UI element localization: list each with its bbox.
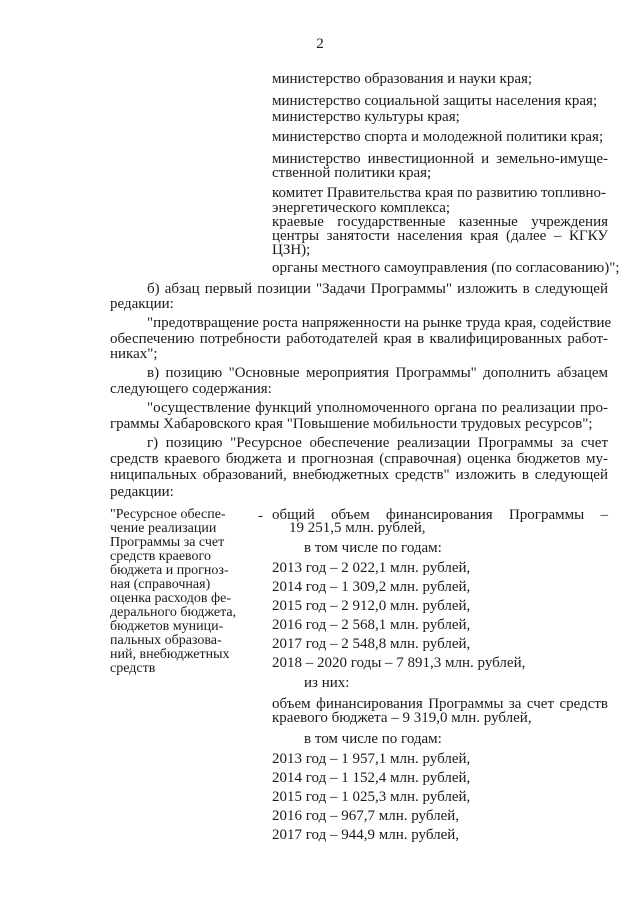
executor-line: ственной политики края; [272, 165, 432, 181]
page-number: 2 [316, 36, 324, 52]
paragraph-b-line: б) абзац первый позиции "Задачи Программы" изложить в следующей [147, 281, 608, 297]
table-left-line: чение реализации [110, 521, 217, 536]
total-year-line: 2018 – 2020 годы – 7 891,3 млн. рублей, [272, 655, 526, 671]
total-financing-line: 19 251,5 млн. рублей, [289, 520, 426, 536]
executor-line: министерство спорта и молодежной политики края; [272, 129, 604, 145]
by-years-label: в том числе по годам: [304, 731, 442, 747]
paragraph-v-line: следующего содержания: [110, 381, 272, 397]
quote-v-line: граммы Хабаровского края "Повышение мобильности трудовых ресурсов"; [110, 416, 593, 432]
quote-b-line: никах"; [110, 346, 158, 362]
table-left-line: пальных образова- [110, 633, 222, 648]
paragraph-g-line: средств краевого бюджета и прогнозная (справочная) оценка бюджетов му- [110, 451, 608, 467]
total-financing-line: общий объем финансирования Программы – [272, 507, 608, 523]
paragraph-g-line: г) позицию "Ресурсное обеспечение реализации Программы за счет [147, 435, 608, 451]
executor-line: министерство образования и науки края; [272, 71, 533, 87]
table-left-line: Программы за счет [110, 535, 225, 550]
table-left-line: оценка расходов фе- [110, 591, 231, 606]
executor-line: министерство инвестиционной и земельно-имуще- [272, 151, 608, 167]
regional-year-line: 2016 год – 967,7 млн. рублей, [272, 808, 460, 824]
table-left-line: средств [110, 661, 156, 676]
executor-line: ЦЗН); [272, 242, 311, 258]
executor-line: органы местного самоуправления (по согласованию)"; [272, 260, 620, 276]
quote-v-line: "осуществление функций уполномоченного органа по реализации про- [147, 400, 608, 416]
quote-b-line: "предотвращение роста напряженности на рынке труда края, содействие [147, 315, 612, 331]
table-dash: - [258, 508, 263, 524]
regional-year-line: 2013 год – 1 957,1 млн. рублей, [272, 751, 471, 767]
total-year-line: 2016 год – 2 568,1 млн. рублей, [272, 617, 471, 633]
table-left-cell [110, 508, 260, 676]
regional-financing-line: краевого бюджета – 9 319,0 млн. рублей, [272, 710, 532, 726]
paragraph-g-line: ниципальных образований, внебюджетных средств" изложить в следующей [110, 467, 608, 483]
table-left-line: средств краевого [110, 549, 211, 564]
quote-b-line: обеспечению потребности работодателей края в квалифицированных работ- [110, 331, 608, 347]
paragraph-v-line: в) позицию "Основные мероприятия Программы" дополнить абзацем [147, 365, 608, 381]
total-year-line: 2015 год – 2 912,0 млн. рублей, [272, 598, 471, 614]
executor-line: энергетического комплекса; [272, 200, 451, 216]
table-left-line: "Ресурсное обеспе- [110, 507, 226, 522]
table-left-line: бюджета и прогноз- [110, 563, 229, 578]
table-left-line: ний, внебюджетных [110, 647, 230, 662]
paragraph-g-line: редакции: [110, 484, 174, 500]
table-left-line: бюджетов муници- [110, 619, 224, 634]
regional-year-line: 2017 год – 944,9 млн. рублей, [272, 827, 460, 843]
table-left-line: ная (справочная) [110, 577, 211, 592]
executor-line: краевые государственные казенные учреждения [272, 214, 608, 230]
executor-line: министерство культуры края; [272, 109, 460, 125]
paragraph-b-line: редакции: [110, 296, 174, 312]
regional-financing-line: объем финансирования Программы за счет средств [272, 696, 608, 712]
executor-line: центры занятости населения края (далее – КГКУ [272, 228, 608, 244]
total-year-line: 2017 год – 2 548,8 млн. рублей, [272, 636, 471, 652]
regional-year-line: 2014 год – 1 152,4 млн. рублей, [272, 770, 471, 786]
of-them-label: из них: [304, 675, 350, 691]
regional-year-line: 2015 год – 1 025,3 млн. рублей, [272, 789, 471, 805]
executor-line: министерство социальной защиты населения края; [272, 93, 598, 109]
total-year-line: 2014 год – 1 309,2 млн. рублей, [272, 579, 471, 595]
by-years-label: в том числе по годам: [304, 540, 442, 556]
table-left-line: дерального бюджета, [110, 605, 237, 620]
total-year-line: 2013 год – 2 022,1 млн. рублей, [272, 560, 471, 576]
executor-line: комитет Правительства края по развитию топливно- [272, 185, 607, 201]
